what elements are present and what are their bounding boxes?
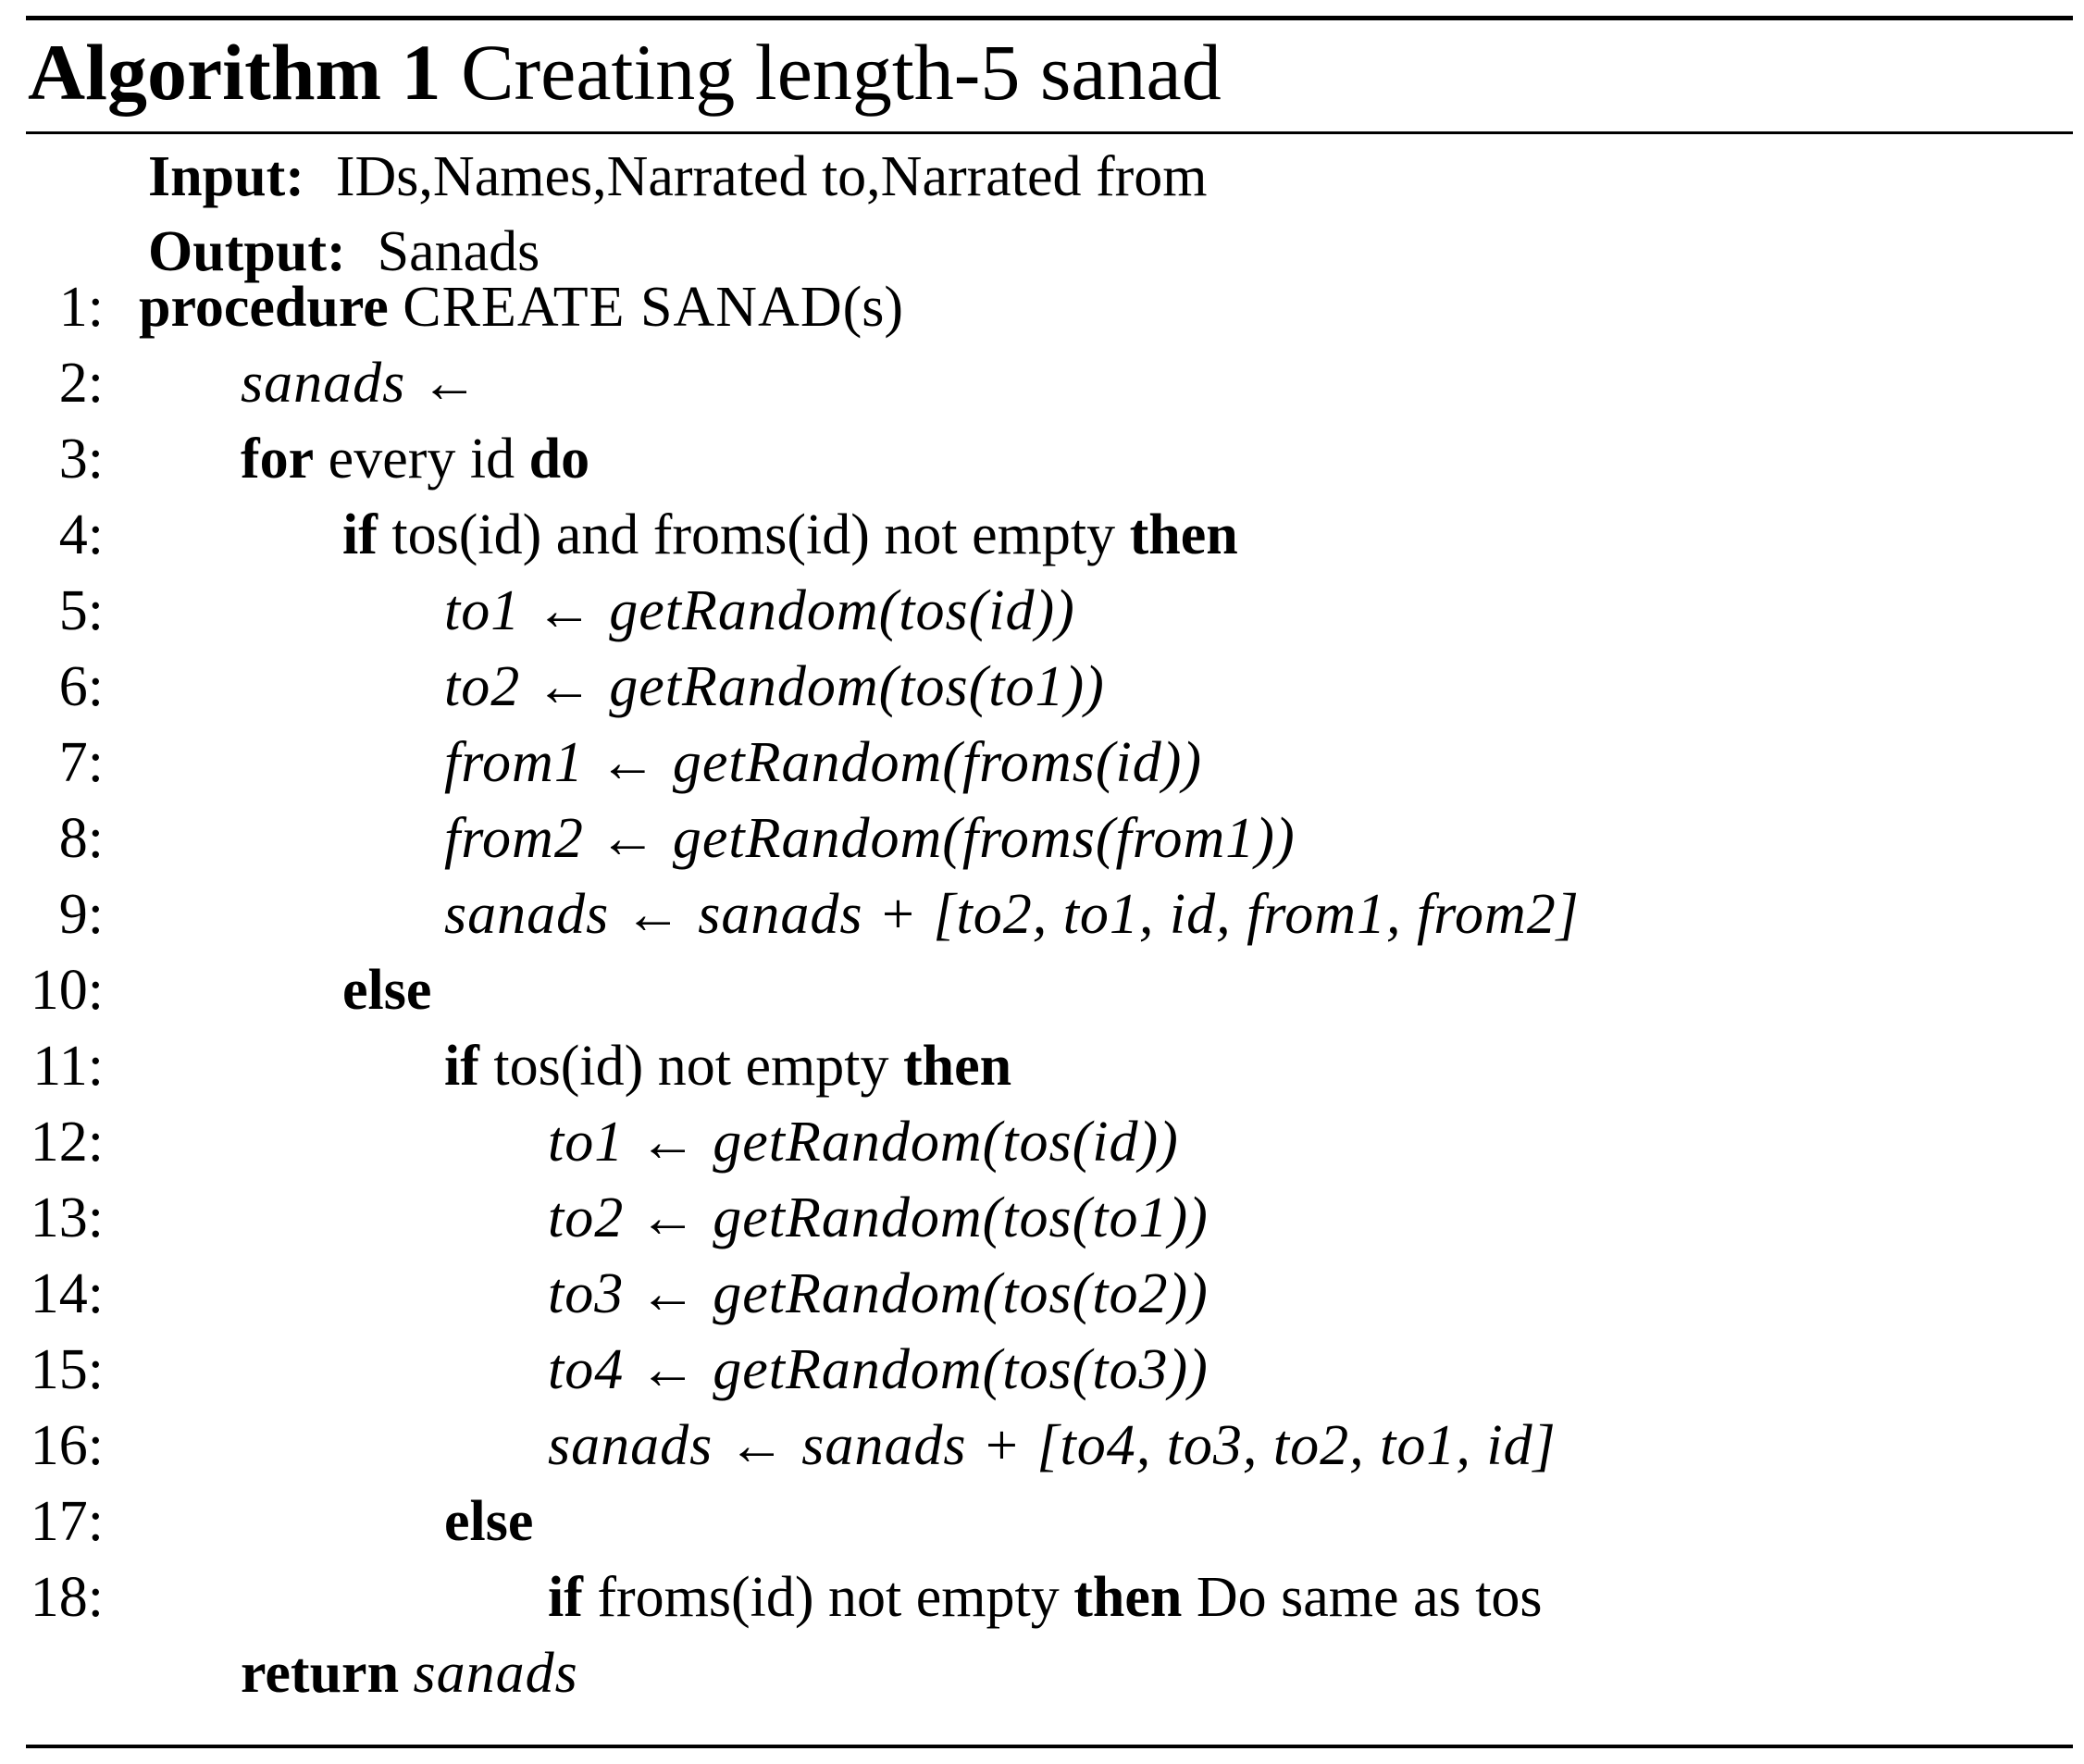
line-code (139, 269, 903, 345)
math-expression: to1 ← getRandom(tos(id)) (444, 579, 1075, 642)
output-value: Sanads (377, 220, 540, 283)
procedure-name: CREATE SANAD (403, 276, 843, 339)
line-number: 9: (58, 883, 104, 946)
header-rule (26, 131, 2073, 134)
line-code (342, 497, 1238, 573)
line-number: 8: (58, 807, 104, 870)
line-number: 14: (30, 1262, 104, 1325)
line-number: 3: (58, 428, 104, 491)
line-number: 7: (58, 731, 104, 794)
math-expression: to3 ← getRandom(tos(to2)) (548, 1262, 1209, 1325)
line-number: 2: (58, 352, 104, 415)
line-code (241, 345, 479, 421)
line-number: 15: (30, 1338, 104, 1401)
keyword: return (241, 1642, 400, 1705)
line-code (548, 1104, 1179, 1180)
line-number: 11: (32, 1035, 104, 1098)
keyword: if (342, 503, 378, 566)
line-code (444, 801, 1296, 876)
line-number: 17: (30, 1490, 104, 1553)
algorithm-label: Algorithm 1 (28, 28, 441, 117)
line-number: 5: (58, 579, 104, 642)
line-number: 10: (30, 959, 104, 1022)
code-text (399, 1642, 414, 1705)
line-code (548, 1256, 1209, 1332)
code-text: (s) (842, 276, 904, 339)
keyword: else (444, 1490, 534, 1553)
code-text: tos(id) and froms(id) not empty (377, 503, 1130, 566)
line-number: 16: (30, 1414, 104, 1477)
math-expression: sanads ← sanads + [to4, to3, to2, to1, id] (548, 1414, 1557, 1477)
keyword: for (241, 428, 315, 491)
line-number: 12: (30, 1111, 104, 1174)
keyword: else (342, 959, 432, 1022)
line-number: 6: (58, 655, 104, 718)
line-code (241, 421, 589, 497)
line-number: 18: (30, 1566, 104, 1629)
line-number: 13: (30, 1186, 104, 1249)
line-code (548, 1180, 1209, 1256)
top-rule (26, 16, 2073, 20)
code-text: every id (314, 428, 529, 491)
line-number: 1: (58, 276, 104, 339)
line-code (444, 649, 1105, 725)
input-label: Input: (148, 145, 304, 208)
math-expression: from1 ← getRandom(froms(id)) (444, 731, 1202, 794)
math-expression: to1 ← getRandom(tos(id)) (548, 1111, 1179, 1174)
keyword: if (548, 1566, 583, 1629)
line-code (444, 876, 1580, 952)
line-code (444, 1028, 1011, 1104)
math-expression: sanads ← sanads + [to2, to1, id, from1, from2] (444, 883, 1580, 946)
math-expression: from2 ← getRandom(froms(from1)) (444, 807, 1296, 870)
code-text: tos(id) not empty (478, 1035, 903, 1098)
line-code (444, 573, 1075, 649)
algorithm-title (28, 26, 1222, 118)
code-text: froms(id) not empty (582, 1566, 1074, 1629)
input-value: IDs,Names,Narrated to,Narrated from (335, 145, 1208, 208)
input-spec (148, 143, 1208, 210)
line-code (444, 1484, 533, 1559)
code-text: Do same as tos (1182, 1566, 1543, 1629)
line-code (548, 1408, 1557, 1484)
output-label: Output: (148, 220, 346, 283)
math-expression: to2 ← getRandom(tos(to1)) (444, 655, 1105, 718)
line-code (444, 725, 1202, 801)
keyword: then (1129, 503, 1238, 566)
keyword: then (902, 1035, 1012, 1098)
math-expression: sanads ← (241, 352, 479, 415)
line-code (342, 952, 431, 1028)
line-number: 4: (58, 503, 104, 566)
keyword: if (444, 1035, 479, 1098)
keyword: do (528, 428, 590, 491)
line-code (241, 1635, 578, 1711)
algorithm-caption: Creating length-5 sanad (461, 28, 1222, 117)
math-expression: to2 ← getRandom(tos(to1)) (548, 1186, 1209, 1249)
keyword: then (1073, 1566, 1183, 1629)
line-code (548, 1332, 1209, 1408)
line-code (548, 1559, 1543, 1635)
math-expression: to4 ← getRandom(tos(to3)) (548, 1338, 1209, 1401)
code-text (389, 276, 403, 339)
keyword: procedure (139, 276, 389, 339)
math-expression: sanads (413, 1642, 578, 1705)
bottom-rule (26, 1745, 2073, 1748)
